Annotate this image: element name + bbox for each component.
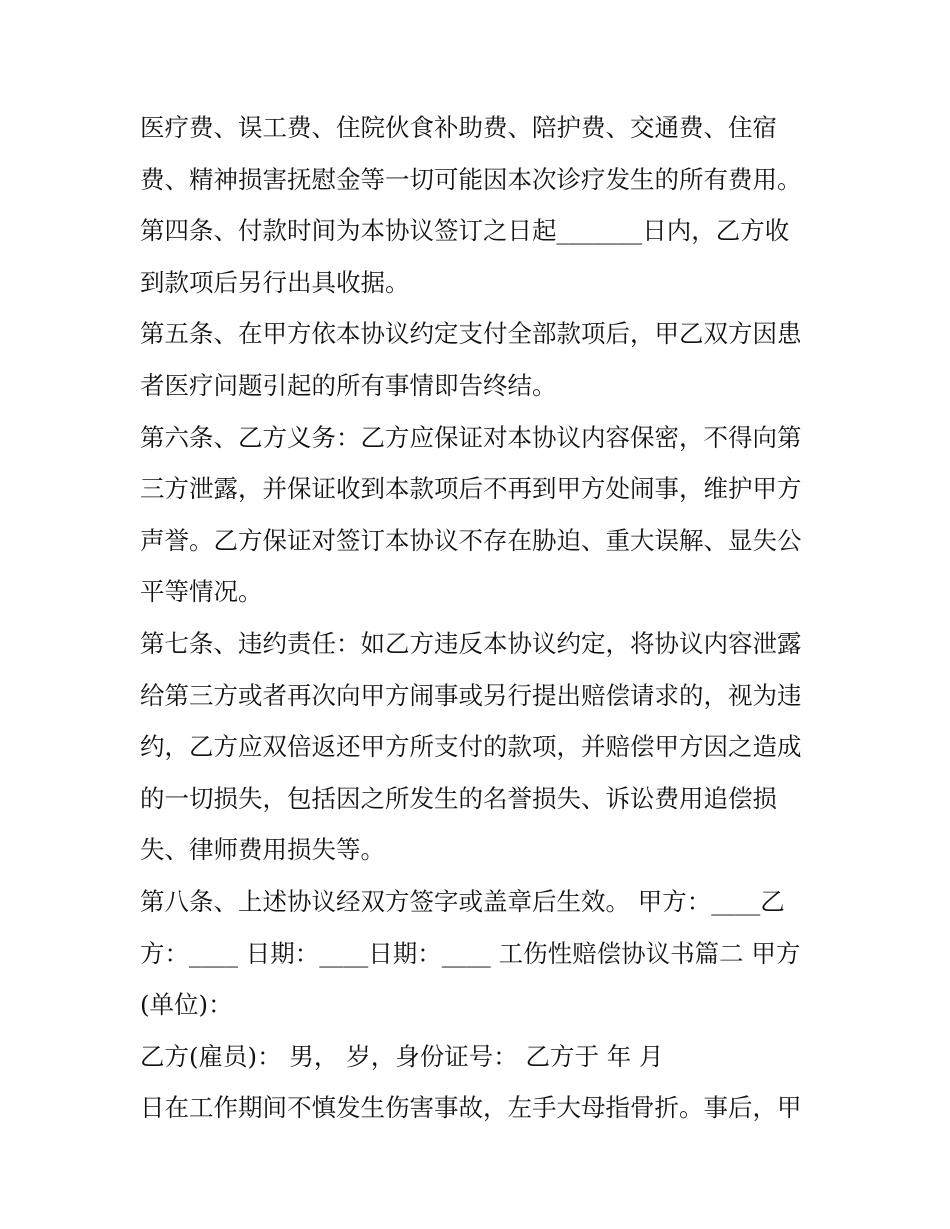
text-line: 平等情况。 [140, 577, 263, 607]
text-line: 第四条、付款时间为本协议签订之日起_______日内，乙方收 [140, 216, 790, 246]
text-line: 第八条、上述协议经双方签字或盖章后生效。 甲方：____乙 [140, 886, 785, 916]
text-line: 声誉。乙方保证对签订本协议不存在胁迫、重大误解、显失公 [140, 525, 802, 555]
text-line: (单位)： [140, 990, 233, 1020]
text-line: 第六条、乙方义务：乙方应保证对本协议内容保密，不得向第 [140, 422, 802, 452]
text-line: 第五条、在甲方依本协议约定支付全部款项后，甲乙双方因患 [140, 319, 802, 349]
text-line: 乙方(雇员)： 男， 岁，身份证号： 乙方于 年 月 [140, 1041, 664, 1071]
text-line: 的一切损失，包括因之所发生的名誉损失、诉讼费用追偿损 [140, 783, 777, 813]
text-line: 方：____ 日期：____日期：____ 工伤性赔偿协议书篇二 甲方 [140, 938, 801, 968]
text-line: 三方泄露，并保证收到本款项后不再到甲方处闹事，维护甲方 [140, 474, 802, 504]
text-line: 约，乙方应双倍返还甲方所支付的款项，并赔偿甲方因之造成 [140, 732, 802, 762]
text-line: 者医疗问题引起的所有事情即告终结。 [140, 370, 557, 400]
text-line: 费、精神损害抚慰金等一切可能因本次诊疗发生的所有费用。 [140, 164, 802, 194]
text-line: 医疗费、误工费、住院伙食补助费、陪护费、交通费、住宿 [140, 113, 777, 142]
text-line: 日在工作期间不慎发生伤害事故，左手大母指骨折。事后，甲 [140, 1093, 802, 1123]
text-line: 给第三方或者再次向甲方闹事或另行提出赔偿请求的，视为违 [140, 680, 802, 710]
document-body [140, 102, 820, 1134]
text-line: 失、律师费用损失等。 [140, 835, 385, 865]
text-line: 第七条、违约责任：如乙方违反本协议约定，将协议内容泄露 [140, 628, 802, 658]
text-line: 到款项后另行出具收据。 [140, 267, 410, 297]
